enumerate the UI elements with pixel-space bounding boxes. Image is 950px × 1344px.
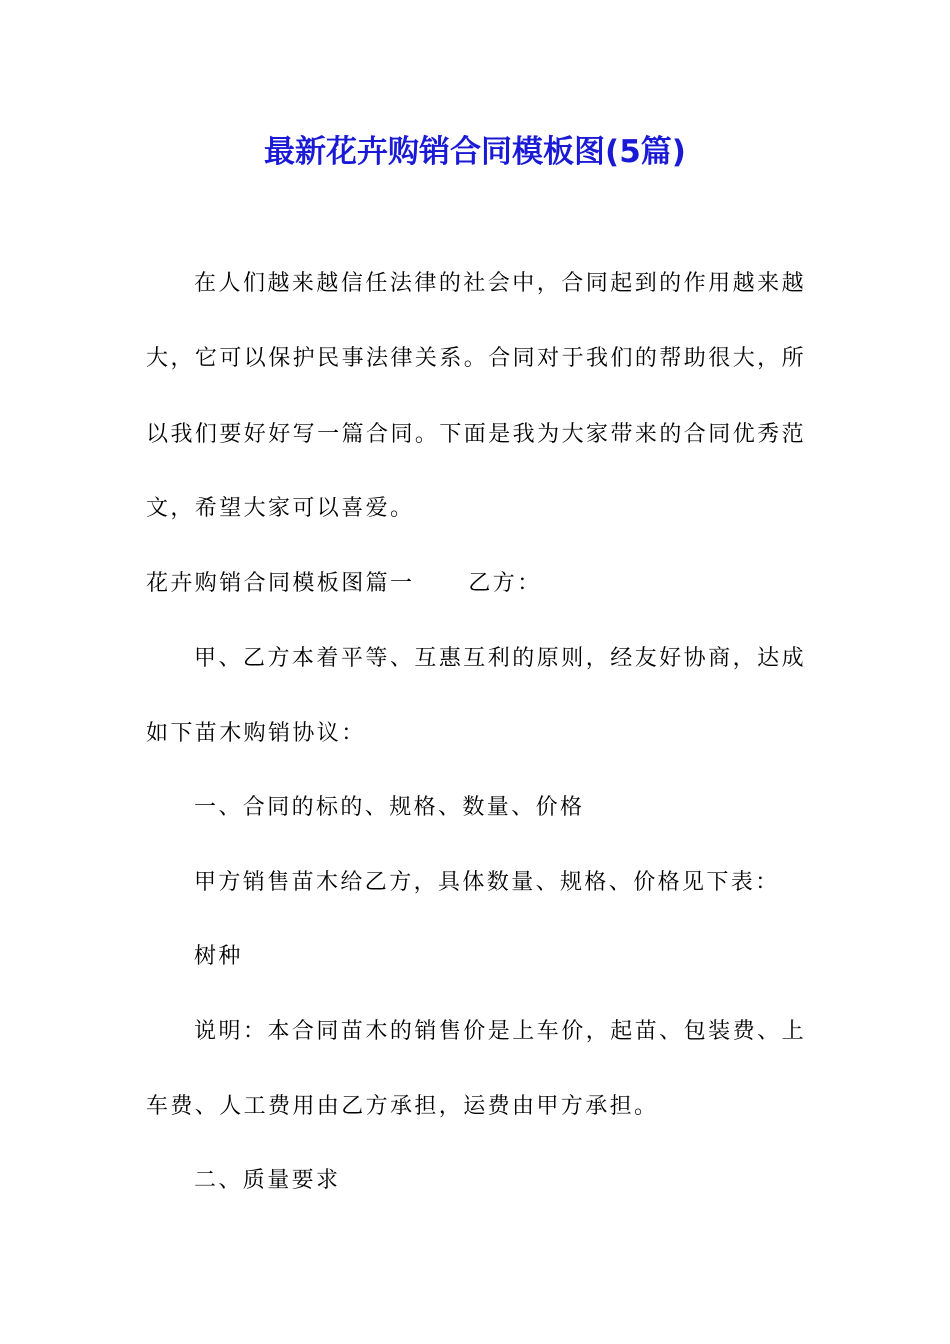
party-b-label: 乙方：	[468, 571, 542, 596]
principle-line-1: 甲、乙方本着平等、互惠互利的原则，经友好协商，达成	[194, 646, 806, 671]
principle-line-2: 如下苗木购销协议：	[146, 721, 366, 746]
intro-line-4: 文，希望大家可以喜爱。	[146, 496, 415, 521]
clause1-text: 甲方销售苗木给乙方，具体数量、规格、价格见下表：	[194, 870, 780, 895]
document-title: 最新花卉购销合同模板图(5篇)	[264, 134, 686, 170]
tree-species-label: 树种	[194, 944, 243, 969]
note-line-2: 车费、人工费用由乙方承担，运费由甲方承担。	[146, 1094, 659, 1119]
clause2-heading: 二、质量要求	[194, 1168, 341, 1193]
intro-line-3: 以我们要好好写一篇合同。下面是我为大家带来的合同优秀范	[146, 422, 806, 447]
clause1-heading: 一、合同的标的、规格、数量、价格	[194, 795, 585, 820]
intro-line-2: 大，它可以保护民事法律关系。合同对于我们的帮助很大，所	[146, 346, 806, 371]
intro-line-1: 在人们越来越信任法律的社会中，合同起到的作用越来越	[194, 271, 806, 296]
section-heading-row	[146, 568, 806, 600]
note-line-1: 说明：本合同苗木的销售价是上车价，起苗、包装费、上	[194, 1019, 806, 1044]
section-heading: 花卉购销合同模板图篇一	[146, 571, 415, 596]
